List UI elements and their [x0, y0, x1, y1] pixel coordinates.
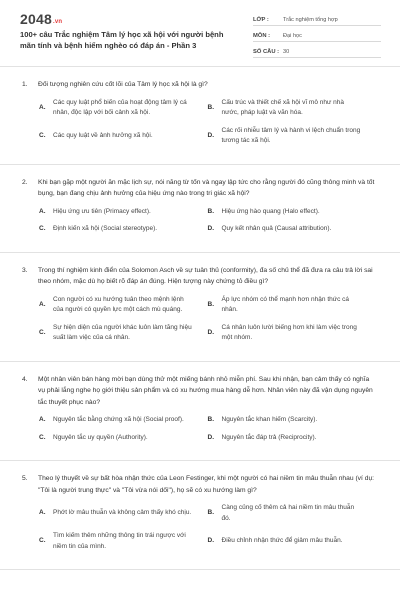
question-text — [22, 473, 376, 496]
question-text — [22, 265, 376, 288]
answer-options — [22, 98, 376, 154]
answer-option-d[interactable] — [208, 323, 377, 344]
option-text: Phớt lờ mâu thuẫn và không cảm thấy khó chịu. — [53, 509, 192, 517]
answer-option-a[interactable] — [39, 98, 208, 119]
option-letter: D. — [207, 131, 214, 139]
option-text: Định kiến xã hội (Social stereotype). — [53, 225, 158, 232]
question-item — [0, 67, 400, 165]
option-letter: C. — [39, 537, 46, 545]
answer-option-b[interactable] — [208, 503, 377, 524]
question-item — [0, 253, 400, 362]
question-body: Một nhân viên bán hàng mời bạn dùng thử một miếng bánh nhỏ miễn phí. Sau khi nhận, bạn cảm thấy có nghĩa vụ phải lắng nghe họ giới thiệu sản phẩm và có xu hướng mua hàng dễ hơn. Nhân viên này đã vận dụng nguyên tắc thuyết phục nào? — [38, 375, 373, 406]
answer-options — [22, 295, 376, 351]
option-letter: C. — [39, 131, 46, 139]
site-logo[interactable] — [20, 11, 62, 27]
option-text: Cá nhân luôn lười biếng hơn khi làm việc trong một nhóm. — [221, 323, 357, 341]
logo-suffix: .vn — [52, 19, 63, 25]
option-letter: A. — [39, 103, 46, 111]
answer-option-c[interactable] — [39, 126, 208, 147]
option-text: Hiệu ứng ưu tiên (Primacy effect). — [53, 207, 151, 215]
page-title: 100+ câu Trắc nghiệm Tâm lý học xã hội với người bệnh mãn tính và bệnh hiểm nghèo có đáp án - Phần 3 — [20, 30, 224, 50]
question-body: Theo lý thuyết về sự bất hòa nhận thức của Leon Festinger, khi một người có hai niềm tin mâu thuẫn nhau (ví dụ: "Tôi là người trung thực" và "Tôi vừa nói dối"), họ sẽ có xu hướng làm gì? — [38, 475, 375, 494]
option-text: Điều chỉnh nhận thức để giảm mâu thuẫn. — [221, 537, 343, 545]
question-number: 1. — [22, 81, 28, 88]
meta-value: Đại học — [283, 33, 302, 39]
answer-option-b[interactable] — [208, 207, 377, 218]
answer-option-a[interactable] — [39, 503, 208, 524]
answer-options — [22, 207, 376, 242]
option-letter: B. — [207, 300, 214, 308]
question-number: 3. — [22, 266, 28, 274]
option-text: Nguyên tắc khan hiếm (Scarcity). — [221, 416, 318, 423]
option-letter: D. — [207, 225, 214, 232]
answer-option-c[interactable] — [39, 224, 208, 235]
option-letter: D. — [207, 433, 214, 441]
answer-option-d[interactable] — [208, 126, 377, 147]
answer-option-d[interactable] — [208, 224, 377, 235]
option-text: Cấu trúc và thiết chế xã hội vĩ mô như nhà nước, pháp luật và văn hóa. — [221, 98, 345, 116]
meta-row-count — [253, 43, 381, 58]
question-number: 4. — [22, 375, 28, 383]
option-letter: A. — [39, 416, 46, 423]
meta-value: 30 — [283, 49, 290, 55]
option-letter: C. — [39, 225, 46, 232]
question-text — [22, 374, 376, 409]
meta-key: LỚP : — [253, 17, 269, 23]
option-letter: D. — [207, 537, 214, 545]
answer-option-a[interactable] — [39, 295, 208, 316]
answer-option-b[interactable] — [208, 295, 377, 316]
option-text: Các quy luật về ảnh hưởng xã hội. — [53, 131, 153, 139]
question-text — [22, 79, 376, 91]
meta-key: SỐ CÂU : — [253, 49, 280, 55]
option-letter: D. — [207, 328, 214, 336]
option-text: Nguyên tắc bằng chứng xã hội (Social proof). — [53, 416, 184, 423]
answer-option-c[interactable] — [39, 433, 208, 444]
question-text — [22, 177, 376, 200]
answer-option-d[interactable] — [208, 433, 377, 444]
page-header — [0, 0, 400, 62]
option-letter: A. — [39, 300, 46, 308]
option-text: Các rối nhiễu tâm lý và hành vi lệch chuẩn trong tương tác xã hội. — [221, 126, 361, 144]
option-text: Áp lực nhóm có thể mạnh hơn nhận thức cá nhân. — [221, 295, 350, 313]
answer-option-b[interactable] — [208, 415, 377, 426]
question-body: Khi bạn gặp một người ăn mặc lịch sự, nói năng từ tốn và ngay lập tức cho rằng người đó cũng thông minh và tốt bụng, bạn đang chịu ảnh hưởng của hiệu ứng nào trong tri giác xã hội? — [38, 178, 375, 197]
question-item — [0, 461, 400, 570]
meta-value: Trắc nghiệm tổng hợp — [283, 17, 338, 23]
answer-option-a[interactable] — [39, 207, 208, 218]
question-number: 2. — [22, 178, 28, 186]
option-text: Sự hiện diện của người khác luôn làm tăng hiệu suất làm việc của cá nhân. — [53, 323, 192, 341]
answer-options — [22, 503, 376, 559]
option-letter: C. — [39, 433, 46, 441]
option-letter: A. — [39, 207, 46, 215]
option-letter: B. — [207, 103, 214, 111]
answer-option-d[interactable] — [208, 531, 377, 552]
meta-row-class — [253, 11, 381, 26]
option-text: Con người có xu hướng tuân theo mệnh lệnh của người có quyền lực một cách mù quáng. — [53, 295, 184, 313]
meta-key: MÔN : — [253, 33, 271, 39]
logo-text: 2048 — [20, 11, 52, 27]
option-letter: B. — [207, 207, 214, 215]
option-letter: A. — [39, 509, 46, 517]
question-body: Đối tượng nghiên cứu cốt lõi của Tâm lý học xã hội là gì? — [38, 81, 208, 88]
answer-option-b[interactable] — [208, 98, 377, 119]
answer-options — [22, 415, 376, 450]
option-text: Quy kết nhân quả (Causal attribution). — [221, 225, 332, 232]
option-letter: C. — [39, 328, 46, 336]
option-letter: B. — [207, 509, 214, 517]
option-text: Càng củng cố thêm cả hai niềm tin mâu thuẫn đó. — [221, 504, 355, 522]
answer-option-a[interactable] — [39, 415, 208, 426]
option-text: Nguyên tắc đáp trả (Reciprocity). — [221, 433, 317, 441]
answer-option-c[interactable] — [39, 531, 208, 552]
question-item — [0, 362, 400, 462]
question-number: 5. — [22, 475, 28, 482]
answer-option-c[interactable] — [39, 323, 208, 344]
meta-row-subject — [253, 27, 381, 42]
option-text: Các quy luật phổ biến của hoạt động tâm lý cá nhân, độc lập với bối cảnh xã hội. — [53, 98, 187, 116]
option-text: Tìm kiếm thêm những thông tin trái ngược với niềm tin của mình. — [53, 532, 186, 550]
option-letter: B. — [207, 416, 214, 423]
question-list — [0, 67, 400, 570]
question-body: Trong thí nghiệm kinh điển của Solomon Asch về sự tuân thủ (conformity), đa số chủ thể đã đưa ra câu trả lời sai theo nhóm, mặc dù họ biết rõ đáp án đúng. Hiện tượng này chứng tỏ điều gì? — [38, 266, 373, 285]
option-text: Nguyên tắc uy quyền (Authority). — [53, 433, 148, 441]
question-item — [0, 165, 400, 253]
meta-info — [253, 11, 381, 59]
option-text: Hiệu ứng hào quang (Halo effect). — [221, 207, 320, 215]
